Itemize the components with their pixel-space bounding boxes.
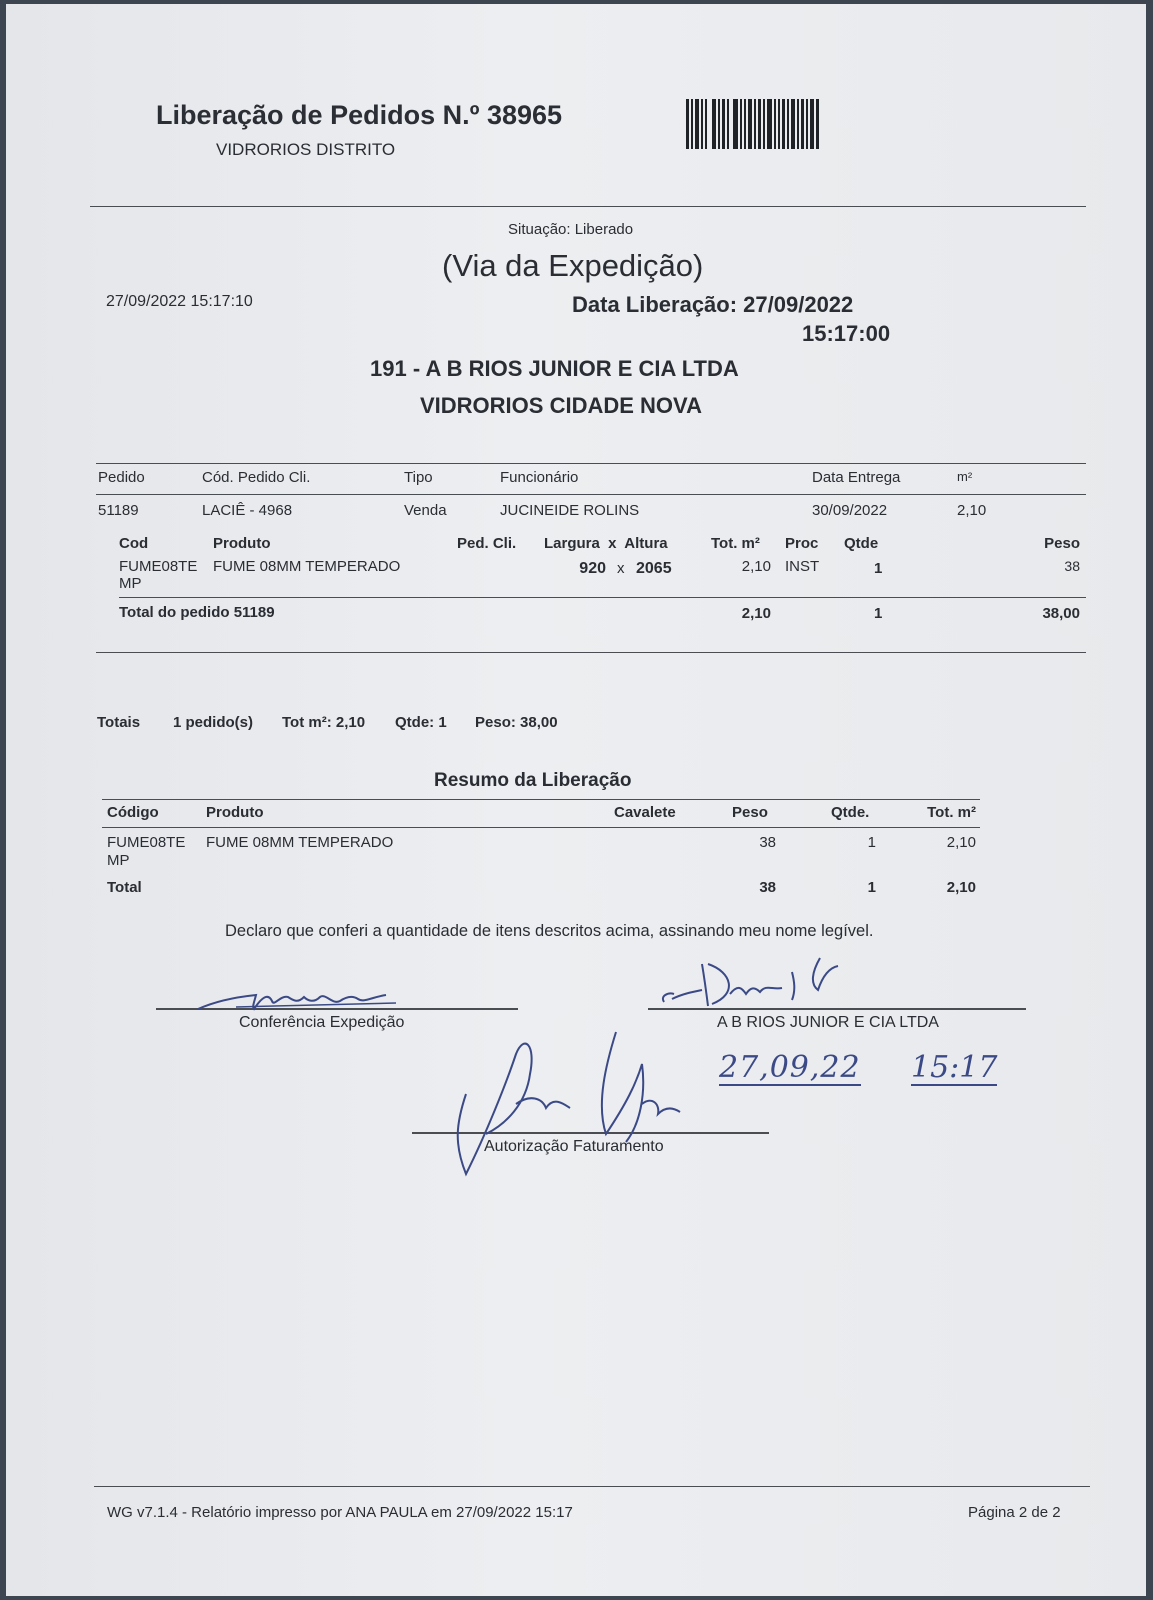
item-produto: FUME 08MM TEMPERADO [213, 558, 401, 575]
resumo-header-rule [102, 827, 980, 828]
item-dims-x: x [617, 560, 625, 577]
header-divider [90, 206, 1086, 207]
cod-pedido-cli: LACIÊ - 4968 [202, 502, 293, 519]
totais-m2: Tot m²: 2,10 [282, 714, 366, 731]
item-totm2: 2,10 [741, 558, 771, 575]
loja-nome: VIDRORIOS CIDADE NOVA [420, 393, 702, 418]
item-produto-header: Produto [213, 535, 271, 552]
item-qtde: 1 [874, 560, 883, 577]
item-cod-line1: FUME08TE [119, 558, 198, 575]
data-liberacao: Data Liberação: 27/09/2022 [572, 292, 854, 317]
m2-header: m² [957, 469, 973, 484]
item-largura: 920 [579, 560, 606, 577]
resumo-totm2-header: Tot. m² [927, 804, 976, 821]
pedido-total-qtde: 1 [874, 605, 883, 622]
pedido-number: 51189 [98, 502, 139, 519]
item-peso: 38 [1064, 558, 1080, 574]
footer-page-number: Página 2 de 2 [968, 1504, 1061, 1521]
data-entrega-header: Data Entrega [812, 469, 901, 486]
handwritten-date: 27,09,22 [719, 1050, 861, 1085]
document-page [6, 4, 1146, 1596]
pedido-header-rule [96, 494, 1086, 495]
print-datetime: 27/09/2022 15:17:10 [106, 293, 253, 310]
barcode [686, 99, 858, 149]
pedido-table-bottom-rule [96, 652, 1086, 653]
via-label: (Via da Expedição) [442, 248, 704, 283]
resumo-peso-header: Peso [732, 804, 768, 821]
pedido-header: Pedido [98, 469, 145, 486]
totais-label: Totais [97, 714, 141, 731]
item-total-rule [119, 597, 1086, 598]
item-qtde-header: Qtde [844, 535, 879, 552]
resumo-peso: 38 [759, 834, 776, 851]
totais-peso: Peso: 38,00 [475, 714, 558, 731]
company-name: VIDRORIOS DISTRITO [216, 140, 396, 159]
tipo-header: Tipo [404, 469, 433, 486]
resumo-total-label: Total [107, 879, 142, 896]
item-altura: 2065 [636, 560, 672, 577]
item-totm2-header: Tot. m² [711, 535, 760, 552]
resumo-total-peso: 38 [759, 879, 776, 896]
pedido-total-label: Total do pedido 51189 [119, 604, 275, 621]
item-peso-header: Peso [1044, 535, 1080, 552]
hora-liberacao: 15:17:00 [802, 321, 891, 346]
resumo-total-qtde: 1 [867, 879, 876, 896]
item-cod-header: Cod [119, 535, 149, 552]
resumo-qtde-header: Qtde. [831, 804, 870, 821]
resumo-cavalete-header: Cavalete [614, 804, 676, 821]
resumo-title: Resumo da Liberação [434, 770, 632, 791]
funcionario-header: Funcionário [500, 469, 579, 486]
conferencia-label: Conferência Expedição [239, 1014, 405, 1031]
document-title: Liberação de Pedidos N.º 38965 [156, 100, 563, 130]
resumo-codigo-line1: FUME08TE [107, 834, 186, 851]
autorizacao-label: Autorização Faturamento [484, 1138, 664, 1155]
resumo-produto-header: Produto [206, 804, 264, 821]
resumo-total-totm2: 2,10 [946, 879, 976, 896]
funcionario-value: JUCINEIDE ROLINS [500, 502, 640, 519]
totais-qtde: Qtde: 1 [395, 714, 447, 731]
pedido-table-top-rule [96, 463, 1086, 464]
cod-pedido-cli-header: Cód. Pedido Cli. [202, 469, 311, 486]
resumo-qtde: 1 [867, 834, 876, 851]
tipo-value: Venda [404, 502, 447, 519]
item-cod-line2: MP [119, 575, 142, 592]
situacao-label: Situação: Liberado [508, 221, 634, 238]
data-entrega-value: 30/09/2022 [812, 502, 888, 519]
cliente-signature-label: A B RIOS JUNIOR E CIA LTDA [717, 1014, 939, 1031]
pedido-total-peso: 38,00 [1042, 605, 1080, 622]
footer-rule [94, 1486, 1090, 1487]
item-pedcli-header: Ped. Cli. [457, 535, 517, 552]
totais-pedidos: 1 pedido(s) [173, 714, 254, 731]
declaracao-text: Declaro que conferi a quantidade de itens descritos acima, assinando meu nome legível. [225, 922, 874, 940]
resumo-totm2: 2,10 [946, 834, 976, 851]
handwritten-time: 15:17 [911, 1050, 998, 1085]
resumo-produto: FUME 08MM TEMPERADO [206, 834, 394, 851]
resumo-codigo-line2: MP [107, 852, 130, 869]
m2-value: 2,10 [957, 502, 987, 519]
footer-report-info: WG v7.1.4 - Relatório impresso por ANA PAULA em 27/09/2022 15:17 [107, 1504, 573, 1521]
pedido-total-m2: 2,10 [741, 605, 771, 622]
item-proc: INST [785, 558, 820, 575]
item-proc-header: Proc [785, 535, 819, 552]
cliente-nome: 191 - A B RIOS JUNIOR E CIA LTDA [370, 356, 739, 381]
resumo-top-rule [102, 799, 980, 800]
resumo-codigo-header: Código [107, 804, 159, 821]
item-dims-header: Largura x Altura [544, 535, 668, 552]
